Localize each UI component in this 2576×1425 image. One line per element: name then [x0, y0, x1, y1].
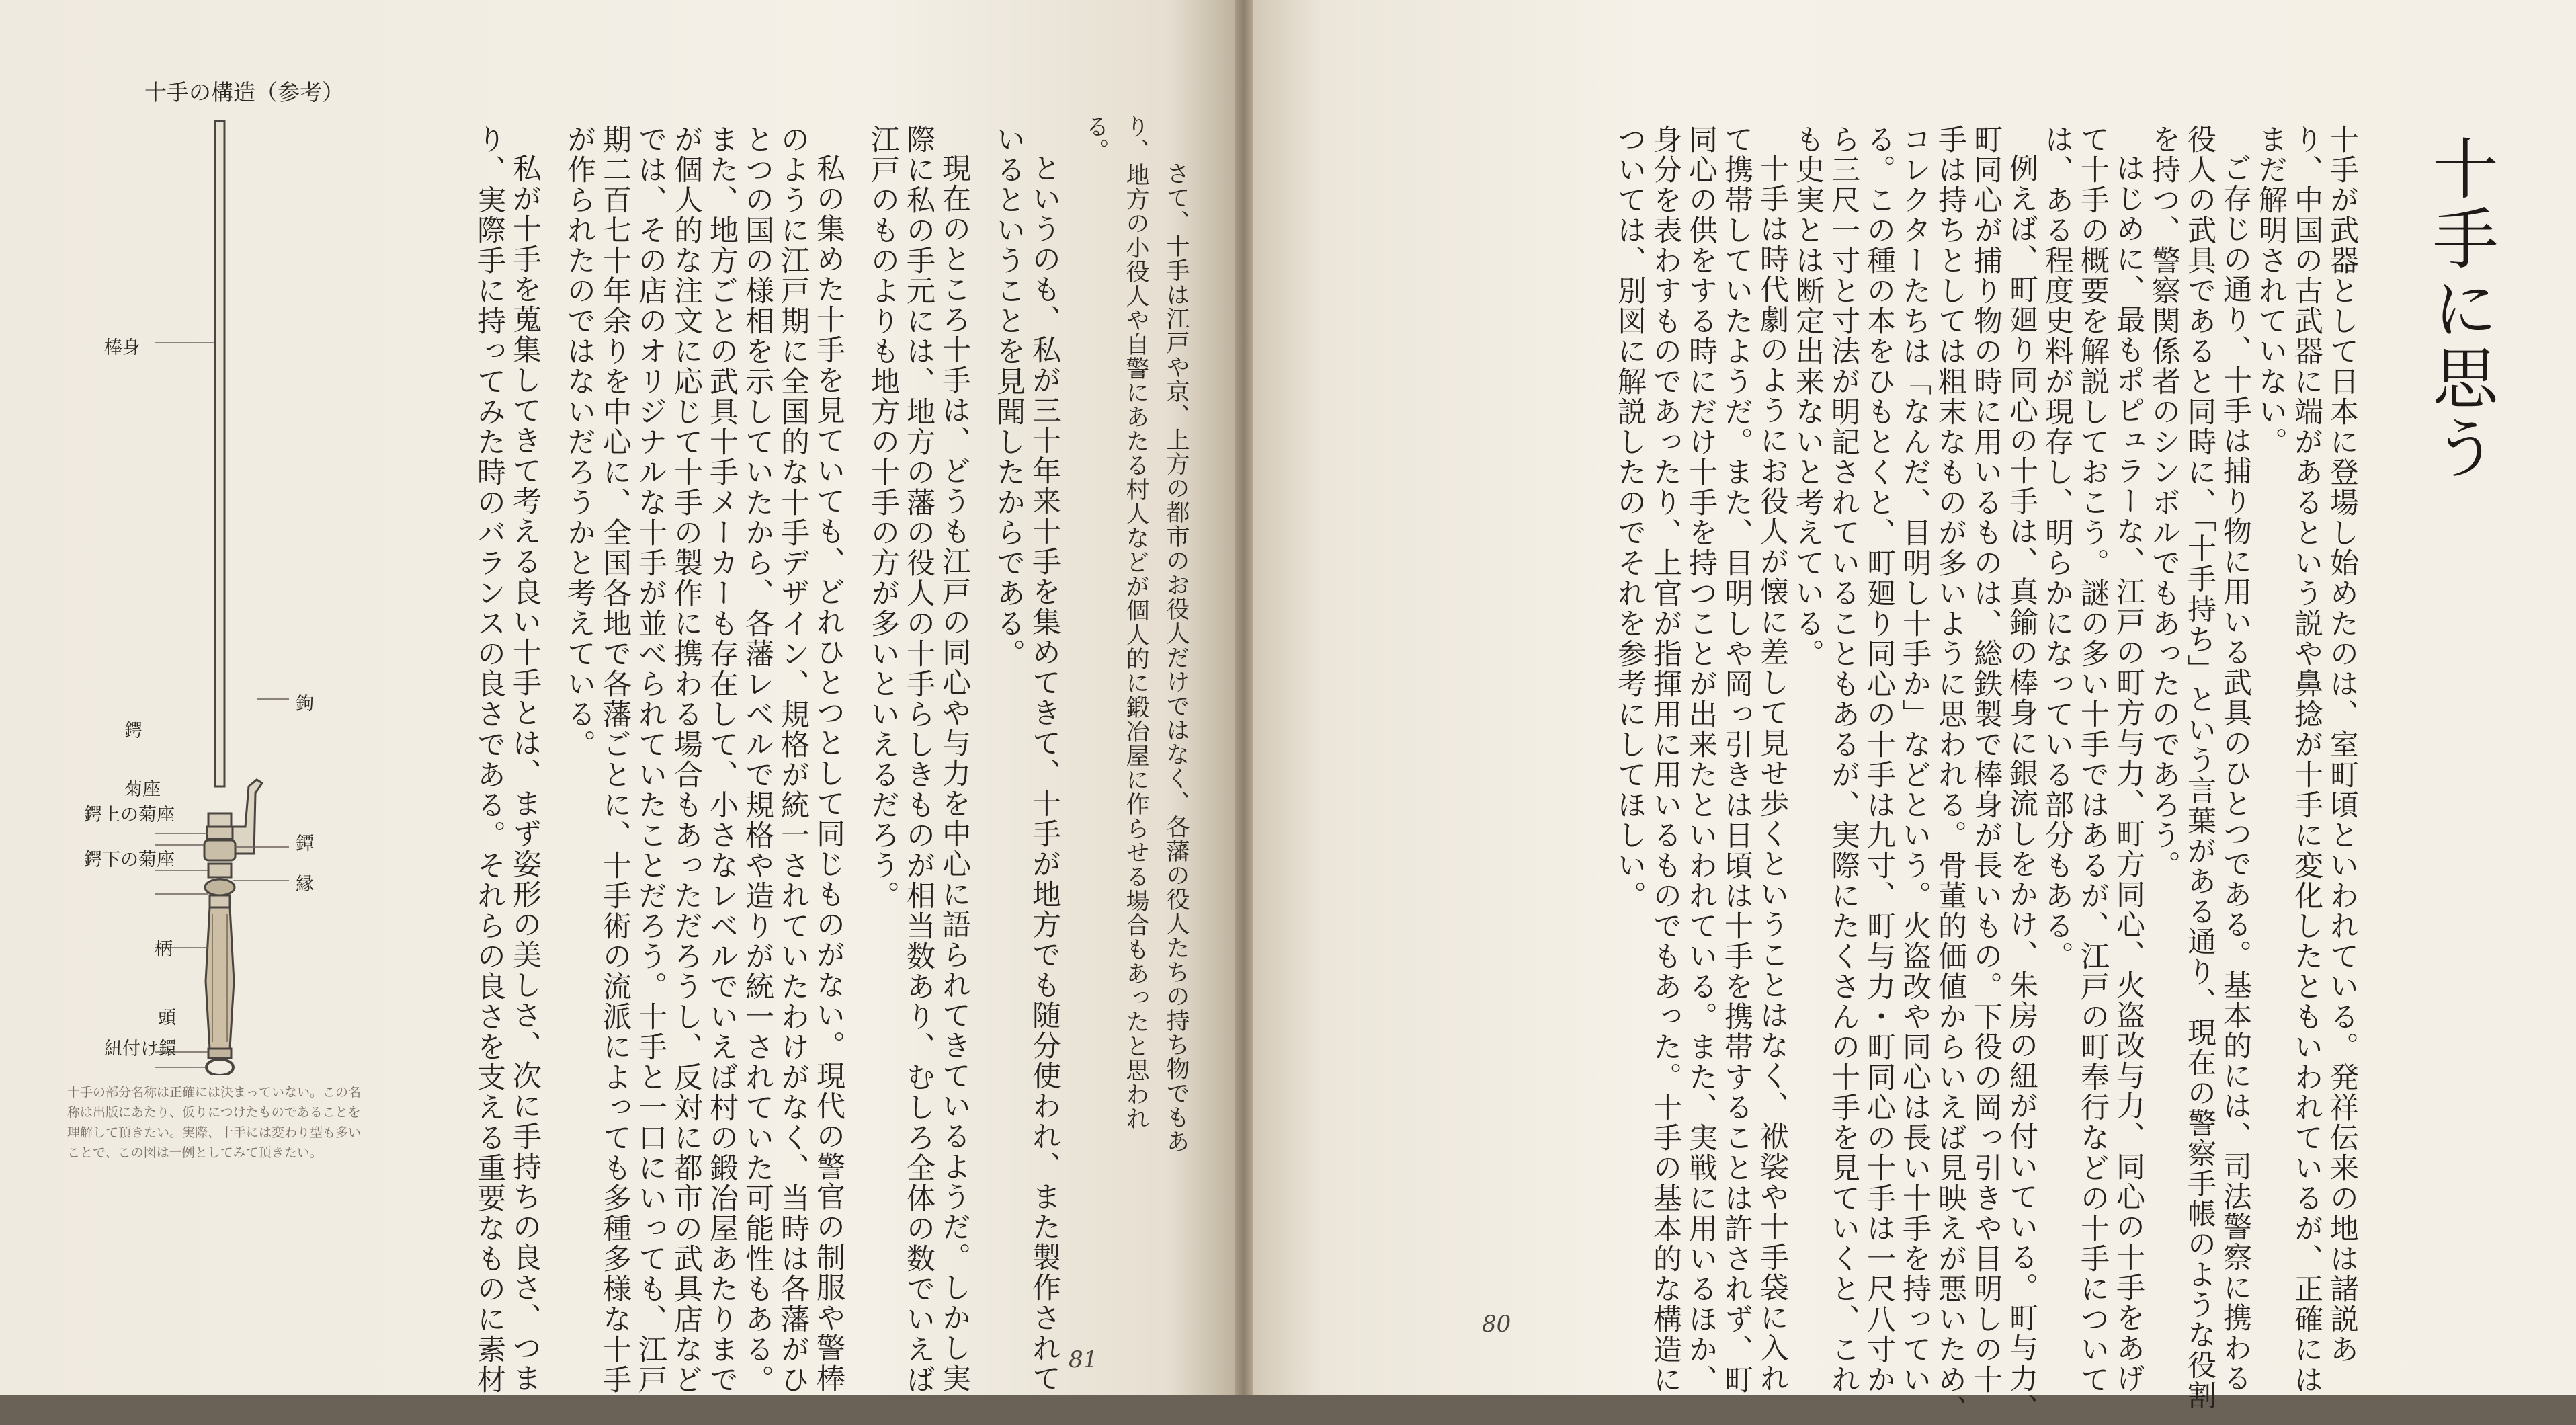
body-column: 同心の供をする時にだけ十手を持つことが出来たといわれている。また、実戦に用いるほか、	[1684, 124, 1718, 1395]
label-fuchi: 縁	[296, 874, 314, 895]
note-column: り、地方の小役人や自警にあたる村人などが個人的に鍛冶屋に作らせる場合もあったと思われ	[1122, 114, 1149, 1131]
jitte-illustration	[155, 108, 309, 1075]
body-column: 手は持ちとしては粗末なものが多いように思われる。骨董的価値からいえば見映えが悪いため、	[1934, 124, 1967, 1425]
body-column: 例えば、町廻り同心の十手は、真鍮の棒身に銀流しをかけ、朱房の紐が付いている。町与力、	[2005, 153, 2038, 1424]
body-column: 十手は時代劇のようにお役人が懐に差して見せ歩くということはなく、袱裟や十手袋に入れ	[1755, 153, 1789, 1393]
page-number-left: 81	[1069, 1346, 1098, 1373]
body-column: また、地方ごとの武具十手メーカーも存在して、小さなレベルでいえば村の鍛冶屋あたりまで	[705, 124, 739, 1395]
label-kashira: 頭	[158, 1008, 176, 1028]
label-tsuba: 鍔	[124, 721, 142, 741]
body-column: というのも、私が三十年来十手を集めてきて、十手が地方でも随分使われ、また製作されて	[1028, 153, 1061, 1393]
label-kagi: 鉤	[296, 694, 314, 715]
body-column: 現在のところ十手は、どうも江戸の同心や与力を中心に語られてきているようだ。しかし実	[938, 153, 971, 1393]
body-column: を持つ、警察関係者のシンボルでもあったのであろう。	[2147, 124, 2181, 881]
label-tsuba-ue: 鍔上の菊座	[84, 805, 175, 825]
body-column: 私の集めた十手を見ていても、どれひとつとして同じものがない。現代の警官の制服や警棒	[812, 153, 845, 1393]
label-tsuka: 柄	[155, 939, 173, 960]
body-column: 私が十手を蒐集してきて考える良い十手とは、まず姿形の美しさ、次に手持ちの良さ、つま	[508, 153, 542, 1393]
body-column: のように江戸期に全国的な十手デザイン、規格が統一されていたわけがなく、当時は各藩がひ	[776, 124, 810, 1395]
note-column: さて、十手は江戸や京、上方の都市のお役人だけではなく、各藩の役人たちの持ち物でもあ	[1163, 161, 1190, 1153]
label-tsuba-shita: 鍔下の菊座	[84, 850, 175, 870]
body-column: ご存じの通り、十手は捕り物に用いる武具のひとつである。基本的には、司法警察に携わる	[2218, 153, 2252, 1393]
page-number-right: 80	[1482, 1311, 1511, 1338]
label-himo: 紐付け鐶	[104, 1039, 177, 1059]
body-column: ついては、別図に解説したのでそれを参考にしてほしい。	[1613, 124, 1647, 911]
body-column: り、実際手に持ってみた時のバランスの良さである。それらの良さを支える重要なものに素材	[472, 124, 506, 1395]
body-column: 際に私の手元には、地方の藩の役人の十手らしきものが相当数あり、むしろ全体の数でいえば	[902, 124, 936, 1395]
body-column: 身分を表わすものであったり、上官が指揮用に用いるものでもあった。十手の基本的な構造に	[1649, 124, 1682, 1395]
figure-caption: 十手の部分名称は正確には決まっていない。この名称は出版にあたり、仮りにつけたものであることを理解して頂きたい。実際、十手には変わり型も多いことで、この図は一例としてみて頂きたい。	[67, 1085, 362, 1160]
body-column: り、中国の古武器に端があるという説や鼻捻が十手に変化したともいわれているが、正確には	[2290, 124, 2323, 1395]
chapter-title: 十手に思う	[2421, 134, 2498, 484]
body-column: て十手の概要を解説しておこう。謎の多い十手ではあるが、江戸の町奉行などの十手について	[2076, 124, 2110, 1395]
shaft-shape	[215, 121, 224, 786]
body-column: て携帯していたようだ。また、目明しや岡っ引きは日頃は十手を携帯することは許されず、町	[1720, 124, 1753, 1395]
body-column: 江戸のものよりも地方の十手の方が多いといえるだろう。	[866, 124, 900, 911]
body-column: が作られたのではないだろうかと考えている。	[563, 124, 596, 760]
body-column: 十手が武器として日本に登場し始めたのは、室町頃といわれている。発祥伝来の地は諸説あ	[2325, 124, 2359, 1365]
body-column: 役人の武具であると同時に、「十手持ち」という言葉がある通り、現在の警察手帳のような役割	[2183, 124, 2216, 1411]
body-column: まだ解明されていない。	[2254, 124, 2288, 457]
book-spine	[1235, 0, 1253, 1395]
body-column: はじめに、最もポピュラーな、江戸の町方与力、町方同心、火盗改与力、同心の十手をあげ	[2112, 153, 2145, 1393]
body-column: が個人的な注文に応じて十手の製作に携わる場合もあっただろうし、反対に都市の武具店など	[669, 124, 703, 1395]
body-column: ら三尺一寸と寸法が明記されていることもあるが、実際にたくさんの十手を見ていくと、これ	[1827, 124, 1860, 1395]
body-column: も史実とは断定出来ないと考えている。	[1791, 124, 1825, 669]
label-boushin: 棒身	[104, 337, 140, 358]
label-hiki: 鐔	[296, 833, 314, 854]
body-column: では、その店のオリジナルな十手が並べられていたことだろう。十手と一口にいっても、江戸	[634, 124, 667, 1395]
body-column: 町同心が捕り物の時に用いるものは、総鉄製で棒身が長いもの。下役の岡っ引きや目明しの十	[1969, 124, 2003, 1395]
note-column: る。	[1082, 114, 1109, 163]
figure-title: 十手の構造（参考）	[144, 79, 344, 106]
body-column: いるということを見聞したからである。	[992, 124, 1026, 669]
label-kikuza: 菊座	[124, 779, 161, 800]
body-column: は、ある程度史料が現存し、明らかになっている部分もある。	[2040, 124, 2074, 971]
body-column: る。この種の本をひもとくと、町廻り同心の十手は九寸、町与力・町同心の十手は一尺八寸か	[1862, 124, 1896, 1395]
body-column: とつの国の様相を示していたから、各藩レベルで規格や造りが統一されていた可能性もある。	[741, 124, 774, 1395]
body-column: 期二百七十年余りを中心に、全国各地で各藩ごとに、十手術の流派によっても多種多様な十手	[598, 124, 632, 1395]
body-column: コレクターたちは「なんだ、目明し十手か」などという。火盗改や同心は長い十手を持ってい	[1898, 124, 1931, 1395]
